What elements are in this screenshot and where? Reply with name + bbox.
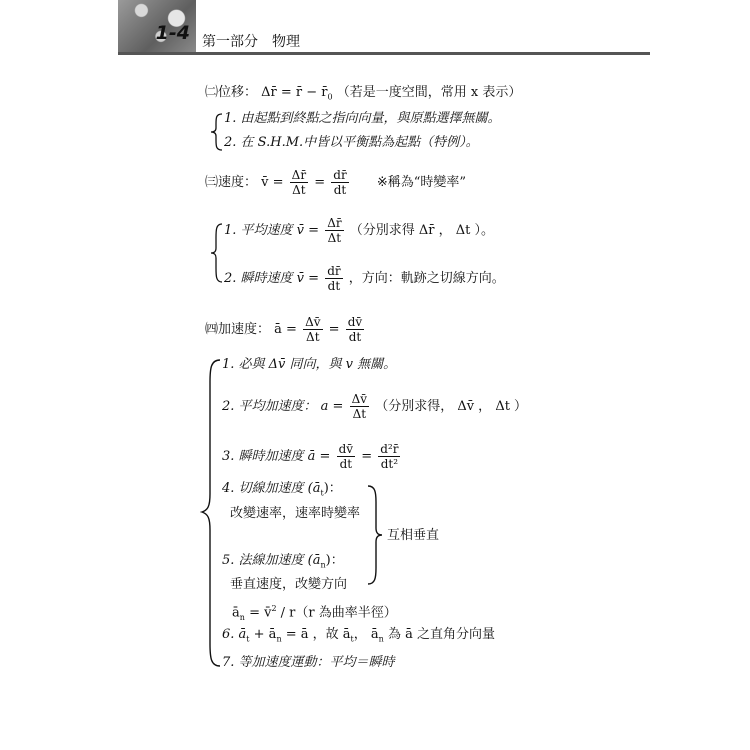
velocity-item-1-prefix: 1. 平均速度 v̄ = — [224, 223, 320, 238]
acceleration-frac2-num: dv̄ — [347, 315, 363, 329]
acceleration-item-6-sub3: t — [350, 634, 354, 644]
displacement-heading-line — [205, 84, 521, 107]
section-number-badge — [118, 0, 196, 52]
acceleration-item-2-den: Δt — [352, 407, 367, 421]
acceleration-item-3-prefix: 3. 瞬時加速度 ā = — [222, 449, 331, 464]
acceleration-item-6-mid3: ， ā — [353, 627, 379, 642]
acceleration-heading-line — [205, 315, 366, 344]
velocity-heading: ㈢速度： — [205, 175, 258, 190]
acceleration-frac1-den: Δt — [306, 330, 320, 344]
acceleration-item-6-sub2: n — [276, 634, 282, 644]
acceleration-fraction-2 — [346, 315, 364, 344]
velocity-frac2-den: dt — [333, 183, 347, 197]
velocity-item-2-prefix: 2. 瞬時速度 v̄ = — [224, 271, 320, 286]
acceleration-item-3-num1: dv̄ — [338, 442, 354, 456]
acceleration-item-4-label: 4. 切線加速度 (ā — [222, 481, 321, 496]
displacement-note: （若是一度空間，常用 x 表示） — [336, 85, 522, 100]
acceleration-frac1-num: Δv̄ — [305, 315, 321, 329]
normal-formula-tail: / r（r 為曲率半徑） — [280, 605, 397, 621]
acceleration-item-4-sub: t — [320, 488, 324, 498]
acceleration-item-3-den1: dt — [339, 457, 353, 471]
displacement-heading: ㈡位移： — [205, 85, 258, 100]
acceleration-eq: = — [328, 322, 340, 337]
acceleration-a-eq: ā = — [274, 322, 297, 337]
acceleration-item-7: 7. 等加速度運動：平均＝瞬時 — [222, 655, 395, 670]
normal-formula-a: ā — [232, 605, 240, 621]
velocity-note: ※稱為“時變率” — [376, 175, 467, 190]
velocity-v-eq: v̄ = — [261, 175, 284, 190]
velocity-item-1-den: Δt — [327, 231, 342, 245]
velocity-fraction-2 — [331, 168, 348, 197]
velocity-frac2-num: dr̄ — [333, 168, 347, 182]
acceleration-item-1: 1. 必與 Δv̄ 同向，與 v 無關。 — [222, 357, 397, 372]
acceleration-item-6-start: 6. ā — [222, 627, 247, 642]
velocity-eq: = — [314, 175, 326, 190]
velocity-item-2-fraction — [325, 264, 342, 293]
velocity-frac1-den: Δt — [292, 183, 306, 197]
page-header-title: 第一部分 物理 — [202, 34, 300, 50]
normal-formula-sup: 2 — [271, 604, 277, 613]
acceleration-item-6-mid2: = ā ，故 ā — [285, 627, 351, 642]
acceleration-item-6-sub1: t — [246, 634, 250, 644]
velocity-heading-line — [205, 168, 466, 197]
perpendicular-brace — [366, 484, 384, 586]
acceleration-item-5-close: )： — [325, 553, 344, 568]
acceleration-item-3-fraction-1 — [337, 442, 355, 471]
displacement-formula-sub: 0 — [327, 92, 333, 102]
section-number: 1-4 — [155, 22, 190, 44]
acceleration-item-5-desc: 垂直速度，改變方向 — [230, 577, 348, 592]
acceleration-item-3-den2: dt² — [380, 457, 399, 471]
velocity-frac1-num: Δr̄ — [291, 168, 307, 182]
displacement-formula: Δr̄ = r̄ − r̄ — [261, 85, 328, 100]
velocity-item-2-den: dt — [327, 279, 341, 293]
velocity-item-1 — [224, 216, 494, 245]
acceleration-item-2-fraction — [350, 392, 369, 421]
velocity-item-1-fraction — [325, 216, 343, 245]
acceleration-item-6 — [222, 626, 495, 649]
velocity-brace — [210, 222, 224, 284]
acceleration-item-5-label: 5. 法線加速度 (ā — [222, 553, 321, 568]
normal-acceleration-formula — [232, 600, 397, 627]
acceleration-heading: ㈣加速度： — [205, 322, 271, 337]
acceleration-item-3-num2: d²r̄ — [380, 442, 399, 456]
acceleration-item-2 — [222, 392, 527, 421]
acceleration-fraction-1 — [303, 315, 322, 344]
perpendicular-label: 互相垂直 — [387, 528, 440, 543]
acceleration-frac2-den: dt — [348, 330, 362, 344]
acceleration-item-6-sub4: n — [378, 634, 384, 644]
acceleration-item-2-num: Δv̄ — [351, 392, 368, 406]
acceleration-item-3-fraction-2 — [378, 442, 400, 471]
normal-formula-rest: = v̄ — [249, 605, 272, 621]
velocity-item-2 — [224, 264, 505, 293]
acceleration-item-2-suffix: （分別求得， Δv̄ ， Δt ） — [375, 399, 528, 414]
acceleration-item-6-tail: 為 ā 之直角分向量 — [387, 627, 495, 642]
acceleration-item-6-mid1: + ā — [253, 627, 277, 642]
normal-formula-sub: n — [239, 612, 245, 622]
velocity-fraction-1 — [290, 168, 308, 197]
velocity-item-2-suffix: ，方向：軌跡之切線方向。 — [348, 271, 505, 286]
acceleration-item-3 — [222, 442, 402, 471]
acceleration-item-5 — [222, 552, 344, 575]
velocity-item-1-num: Δr̄ — [327, 216, 342, 230]
acceleration-item-4-close: )： — [323, 481, 342, 496]
acceleration-item-2-prefix: 2. 平均加速度： a = — [222, 399, 344, 414]
velocity-item-1-suffix: （分別求得 Δr̄ ， Δt ）。 — [349, 223, 494, 238]
displacement-item-2: 2. 在 S.H.M.中皆以平衡點為起點（特例）。 — [224, 135, 479, 150]
header-divider — [118, 52, 650, 55]
acceleration-item-4-desc: 改變速率，速率時變率 — [230, 506, 361, 521]
acceleration-item-3-eq: = — [361, 449, 373, 464]
velocity-item-2-num: dr̄ — [327, 264, 341, 278]
acceleration-item-4 — [222, 480, 342, 503]
displacement-item-1: 1. 由起點到終點之指向向量，與原點選擇無關。 — [224, 111, 501, 126]
displacement-brace — [210, 112, 224, 152]
acceleration-brace — [200, 358, 222, 670]
acceleration-item-5-sub: n — [320, 560, 326, 570]
